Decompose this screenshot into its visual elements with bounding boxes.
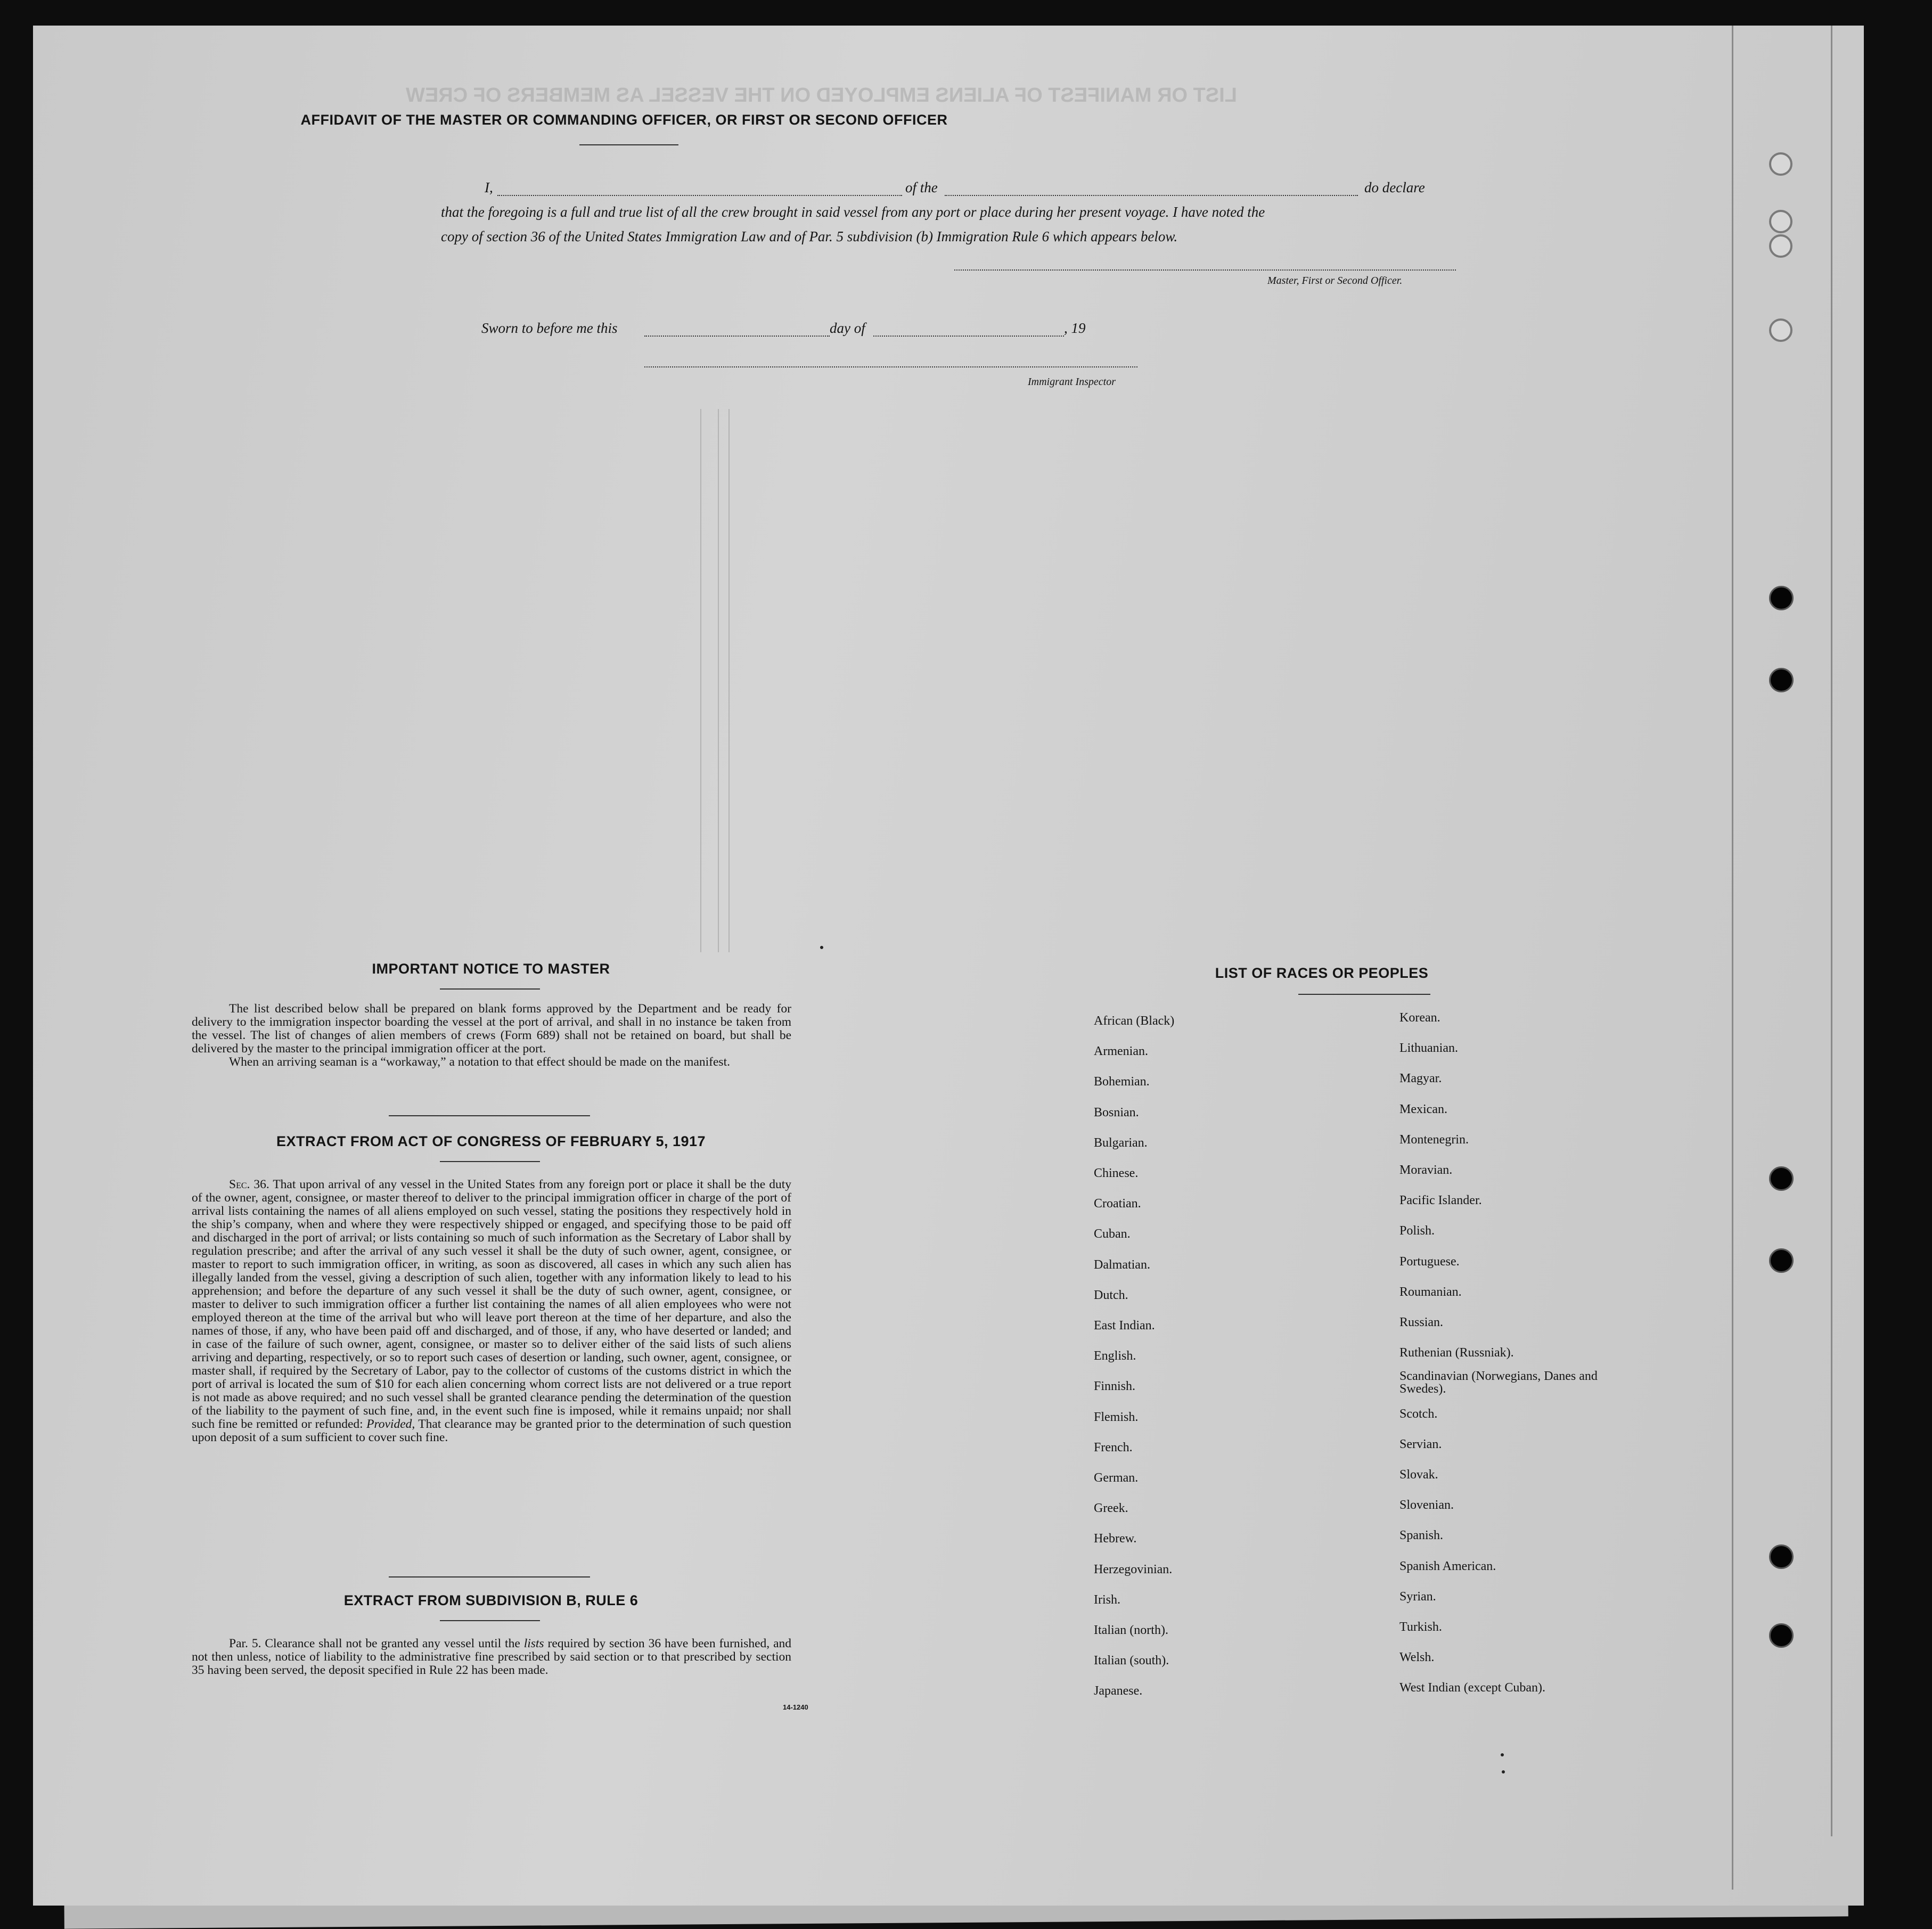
race-item: West Indian (except Cuban). [1399,1681,1545,1695]
manifest-back-page [33,26,1864,1906]
binder-hole [1769,318,1792,342]
notice-paragraph-1: The list described below shall be prepared on blank forms approved by the Department and be ready for delivery to the immigration inspector boarding the vessel at the port of arrival, and shall in no instance be taken from the vessel. The list of changes of alien members of crews (Form 689) shall not be retained on board, but shall be delivered by the master to the principal immigration officer at the port. [192,1002,791,1056]
bleed-through-column-rule [700,409,701,952]
race-item: Turkish. [1399,1620,1442,1634]
race-item: French. [1094,1440,1133,1454]
race-item: Syrian. [1399,1589,1436,1604]
affidavit-line-2: that the foregoing is a full and true list of all the crew brought in said vessel from any port or place during her present voyage. I have noted the [441,204,1265,220]
race-item: Greek. [1094,1501,1128,1516]
rule-text-start: Par. 5. Clearance shall not be granted any vessel until the [229,1637,524,1650]
race-item: Spanish. [1399,1529,1444,1543]
affidavit-i-label: I, [485,179,493,195]
inspector-signature-field[interactable] [644,366,1137,367]
master-signature-field[interactable] [954,269,1456,271]
race-item: Korean. [1399,1011,1440,1025]
race-item: Flemish. [1094,1410,1139,1424]
race-item: English. [1094,1349,1136,1363]
race-item: Italian (south). [1094,1654,1169,1668]
affidavit-title-rule [579,144,678,145]
race-item: Bohemian. [1094,1075,1150,1089]
rule-extract-title-rule [440,1620,540,1621]
act-section-body: That upon arrival of any vessel in the United States from any foreign port or place it shall be the duty of the owner, agent, consignee, or master thereof to deliver to the principal immigration officer in charge of the port of arrival lists containing the names of all aliens employed on such vessel, stating the positions they respectively hold in the ship’s company, when and where they were respectively shipped or engaged, and specifying those to be paid off and discharged in the port of arrival; or lists containing so much of such information as the Secretary of Labor shall by regulation prescribe; and after the arrival of any such vessel it shall be the duty of such owner, agent, consignee, or master to report to such immigration officer, in writing, as soon as discovered, all cases in which any such alien has illegally landed from the vessel, giving a description of such alien, together with any information likely to lead to his apprehension; and before the departure of any such vessel it shall be the duty of such owner, agent, consignee, or master to deliver to such immigration officer a further list containing the names of all alien employees who were not employed thereon at the time of the arrival but who will leave port thereon at the time of her departure, and also the names of those, if any, who have been paid off and discharged, and of those, if any, who have deserted or landed; and in case of the failure of such owner, agent, consignee, or master so to deliver either of the said lists of such aliens arriving and departing, respectively, or so to report such cases of desertion or landing, such owner, agent, consignee, or master shall, if required by the Secretary of Labor, pay to the collector of customs of the customs district in which the port of arrival is located the sum of $10 for each alien concerning whom correct lists are not delivered or a true report is not made as above required; and no such vessel shall be granted clearance pending the determination of the question of the liability to the payment of such fine, and, in the event such fine is imposed, while it remains unpaid; nor shall such fine be remitted or refunded: [192,1178,791,1431]
race-item: Hebrew. [1094,1532,1137,1546]
bleed-through-column-rule [718,409,719,952]
race-item: Finnish. [1094,1379,1136,1394]
rule-extract-title: EXTRACT FROM SUBDIVISION B, RULE 6 [343,1592,638,1608]
notice-text [192,1002,791,1069]
race-item: Cuban. [1094,1227,1131,1241]
race-item: Russian. [1399,1315,1444,1329]
section-divider [389,1115,590,1116]
race-item: Scandinavian (Norwegians, Danes and Swedes). [1399,1369,1598,1396]
race-item: Welsh. [1399,1650,1435,1665]
race-item: Armenian. [1094,1044,1148,1059]
notice-title: IMPORTANT NOTICE TO MASTER [372,961,610,977]
race-item: Chinese. [1094,1166,1139,1180]
master-signature-label: Master, First or Second Officer. [1267,275,1403,287]
race-item: Roumanian. [1399,1285,1462,1299]
section-divider [389,1576,590,1577]
rule-lists-word: lists [523,1637,544,1650]
affidavit-line-3: copy of section 36 of the United States Immigration Law and of Par. 5 subdivision (b) Immigration Rule 6 which appears below. [441,228,1178,244]
race-item: Moravian. [1399,1163,1453,1177]
race-item: Croatian. [1094,1197,1141,1211]
race-item: Mexican. [1399,1102,1447,1116]
race-item: African (Black) [1094,1014,1175,1028]
bleed-through-column-rule [728,409,730,952]
dust-speck [1502,1770,1505,1773]
binder-hole [1769,586,1794,610]
form-number: 14-1240 [783,1703,808,1711]
race-item: Italian (north). [1094,1623,1168,1637]
binder-hole [1769,210,1792,233]
act-section-end: That clearance may be granted prior to the determination of such question upon deposit of a sum sufficient to cover such fine. [192,1417,791,1444]
dust-speck [1501,1753,1504,1756]
race-item: Portuguese. [1399,1254,1460,1269]
sworn-day-field[interactable] [644,336,830,337]
binder-hole [1769,1544,1794,1569]
sworn-year-label: , 19 [1064,320,1086,336]
race-item: Slovenian. [1399,1498,1454,1513]
act-extract-title-rule [440,1161,540,1162]
race-item: Pacific Islander. [1399,1194,1482,1208]
binder-hole [1769,1166,1794,1191]
binder-hole [1769,152,1792,176]
race-item: Ruthenian (Russniak). [1399,1346,1514,1360]
affidavit-do-declare: do declare [1364,179,1425,195]
affidavit-vessel-field[interactable] [945,195,1358,196]
race-item: Dutch. [1094,1288,1128,1302]
notice-title-rule [440,988,540,990]
affidavit-title: AFFIDAVIT OF THE MASTER OR COMMANDING OFFICER, OR FIRST OR SECOND OFFICER [300,112,948,128]
act-section-label: Sec. 36. [229,1178,269,1191]
binder-hole [1769,1248,1794,1273]
race-item: Bosnian. [1094,1105,1139,1119]
race-item: German. [1094,1471,1139,1485]
race-item: Polish. [1399,1224,1435,1238]
act-extract-title: EXTRACT FROM ACT OF CONGRESS OF FEBRUARY 5, 1917 [276,1133,706,1149]
sworn-label: Sworn to before me this [481,320,618,336]
binder-hole [1769,1623,1794,1648]
notice-paragraph-2: When an arriving seaman is a “workaway,” a notation to that effect should be made on the manifest. [229,1055,730,1069]
race-item: Lithuanian. [1399,1041,1458,1056]
race-item: Magyar. [1399,1072,1442,1086]
bleed-through-heading: LIST OR MANIFEST OF ALIENS EMPLOYED ON THE VESSEL AS MEMBERS OF CREW [406,84,1237,107]
races-title-rule [1298,994,1430,995]
race-item: Japanese. [1094,1684,1143,1698]
dust-speck [820,946,823,949]
race-item: Scotch. [1399,1407,1438,1421]
page-fold-edge [1732,26,1733,1890]
sworn-month-field[interactable] [873,336,1064,337]
race-item: Bulgarian. [1094,1135,1148,1150]
binder-hole [1769,234,1792,258]
rule-extract-text [192,1637,791,1677]
races-title: LIST OF RACES OR PEOPLES [1215,965,1429,981]
rule-text-end: required by section 36 have been furnished, and not then unless, notice of liability to the administrative fine prescribed by said section or to that prescribed by section 35 having been served, the deposit specified in Rule 22 has been made. [192,1637,791,1677]
affidavit-name-field[interactable] [497,195,902,196]
act-extract-text [192,1178,791,1444]
race-item: East Indian. [1094,1319,1155,1333]
race-item: Slovak. [1399,1468,1438,1482]
race-item: Spanish American. [1399,1559,1496,1573]
affidavit-of-the-label: of the [905,179,938,195]
page-fold-edge [1831,26,1832,1836]
race-item: Herzegovinian. [1094,1562,1173,1576]
sworn-day-of-label: day of [830,320,865,336]
race-item: Montenegrin. [1399,1132,1469,1147]
inspector-label: Immigrant Inspector [1028,376,1116,388]
race-item: Irish. [1094,1592,1120,1607]
race-item: Servian. [1399,1437,1442,1451]
race-item: Dalmatian. [1094,1257,1150,1272]
binder-hole [1769,668,1794,692]
act-provided-label: Provided, [366,1417,415,1431]
